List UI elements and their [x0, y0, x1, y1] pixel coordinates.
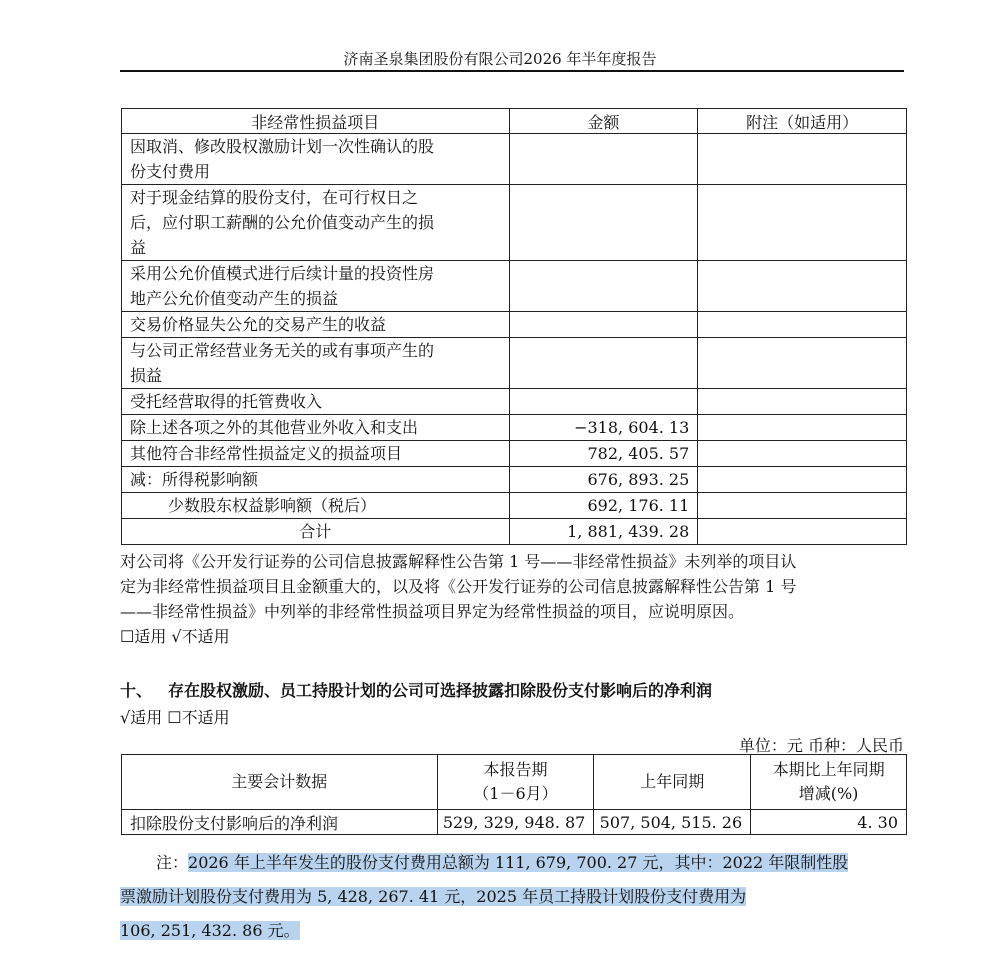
- nonrecurring-items-table: [121, 108, 907, 545]
- row-amount: [509, 389, 698, 415]
- row-note: [698, 389, 907, 415]
- section-applicability-choice: √适用 ☐不适用: [120, 708, 230, 727]
- current-period-value: 529, 329, 948. 87: [437, 810, 594, 835]
- row-item: [122, 519, 510, 545]
- footnote: [120, 846, 910, 948]
- page-header-title: 济南圣泉集团股份有限公司2026 年半年度报告: [343, 50, 657, 68]
- row-item-line: 减：所得税影响额: [130, 470, 259, 489]
- row-item: [122, 134, 510, 185]
- row-item-line: 采用公允价值模式进行后续计量的投资性房: [130, 264, 435, 283]
- row-item-line: 地产公允价值变动产生的损益: [130, 289, 339, 308]
- column-header-change: 本期比上年同期 增减(%): [751, 755, 907, 810]
- row-item: [122, 312, 510, 338]
- column-header-current-period: 本报告期 （1－6月）: [437, 755, 594, 810]
- paragraph-line: ——非经常性损益》中列举的非经常性损益项目界定为经常性损益的项目，应说明原因。: [120, 602, 745, 621]
- row-item: [122, 261, 510, 312]
- table-row: [122, 810, 907, 835]
- table-row: [122, 261, 907, 312]
- row-amount: 692, 176. 11: [509, 493, 698, 519]
- row-note: [698, 338, 907, 389]
- section-heading: [120, 678, 712, 701]
- row-note: [698, 185, 907, 261]
- row-item: [122, 493, 510, 519]
- row-item-line: 交易价格显失公允的交易产生的收益: [130, 315, 387, 334]
- row-item-line: 合计: [299, 522, 332, 541]
- row-item-line: 因取消、修改股权激励计划一次性确认的股: [130, 137, 435, 156]
- table-row: [122, 519, 907, 545]
- row-item-line: 受托经营取得的托管费收入: [130, 392, 323, 411]
- table-row: [122, 185, 907, 261]
- row-item: [122, 338, 510, 389]
- table-row: [122, 389, 907, 415]
- footnote-line: 2026 年上半年发生的股份支付费用总额为 111, 679, 700. 27 元，其中：2022 年限制性股: [188, 853, 849, 872]
- column-header-main-data: 主要会计数据: [122, 755, 438, 810]
- row-item: [122, 441, 510, 467]
- column-header-note: 附注（如适用）: [698, 109, 907, 134]
- row-note: [698, 441, 907, 467]
- column-header-amount: 金额: [509, 109, 698, 134]
- row-item-line: 对于现金结算的股份支付，在可行权日之: [130, 188, 419, 207]
- paragraph-line: 对公司将《公开发行证券的公司信息披露解释性公告第 1 号——非经常性损益》未列举的项目认: [120, 552, 797, 571]
- footnote-line: 106, 251, 432. 86 元。: [120, 921, 300, 940]
- section-title: 存在股权激励、员工持股计划的公司可选择披露扣除股份支付影响后的净利润: [168, 681, 713, 700]
- row-note: [698, 519, 907, 545]
- net-profit-table: [121, 754, 907, 835]
- row-amount: [509, 134, 698, 185]
- row-amount: [509, 261, 698, 312]
- row-item-line: 损益: [130, 366, 163, 385]
- row-note: [698, 467, 907, 493]
- table-row: [122, 493, 907, 519]
- row-note: [698, 261, 907, 312]
- row-item: [122, 467, 510, 493]
- unit-currency-label: 单位：元 币种：人民币: [738, 736, 904, 755]
- table-row: [122, 415, 907, 441]
- row-note: [698, 312, 907, 338]
- column-header-prior-period: 上年同期: [594, 755, 751, 810]
- row-amount: 676, 893. 25: [509, 467, 698, 493]
- footnote-line: 票激励计划股份支付费用为 5, 428, 267. 41 元，2025 年员工持股计划股份支付费用为: [120, 887, 747, 906]
- section-number: 十、: [120, 681, 153, 700]
- row-note: [698, 415, 907, 441]
- row-item: [122, 185, 510, 261]
- table-row: [122, 467, 907, 493]
- change-percent-value: 4. 30: [751, 810, 907, 835]
- row-item-line: 除上述各项之外的其他营业外收入和支出: [130, 418, 419, 437]
- row-item-line: 其他符合非经常性损益定义的损益项目: [130, 444, 403, 463]
- row-item-line: 后，应付职工薪酬的公允价值变动产生的损: [130, 213, 435, 232]
- row-item: [122, 415, 510, 441]
- row-item-line: 份支付费用: [130, 162, 211, 181]
- row-item-line: 益: [130, 238, 147, 257]
- table-header-row: [122, 755, 907, 810]
- row-item-line: 与公司正常经营业务无关的或有事项产生的: [130, 341, 435, 360]
- row-item: [122, 389, 510, 415]
- header-rule: [120, 70, 904, 72]
- row-item: 扣除股份支付影响后的净利润: [122, 810, 438, 835]
- table-row: [122, 134, 907, 185]
- column-header-item: 非经常性损益项目: [122, 109, 510, 134]
- row-amount: [509, 338, 698, 389]
- prior-period-value: 507, 504, 515. 26: [594, 810, 751, 835]
- explanation-paragraph: [120, 549, 910, 649]
- table-row: [122, 338, 907, 389]
- table-row: [122, 441, 907, 467]
- table-row: [122, 312, 907, 338]
- footnote-label: 注：: [156, 853, 189, 872]
- row-note: [698, 134, 907, 185]
- row-amount: −318, 604. 13: [509, 415, 698, 441]
- row-amount: 782, 405. 57: [509, 441, 698, 467]
- row-note: [698, 493, 907, 519]
- row-amount: 1, 881, 439. 28: [509, 519, 698, 545]
- paragraph-line: 定为非经常性损益项目且金额重大的，以及将《公开发行证券的公司信息披露解释性公告第 1 号: [120, 577, 797, 596]
- row-item-line: 少数股东权益影响额（税后）: [168, 496, 377, 515]
- row-amount: [509, 185, 698, 261]
- applicability-choice: ☐适用 √不适用: [120, 627, 230, 646]
- row-amount: [509, 312, 698, 338]
- table-header-row: [122, 109, 907, 134]
